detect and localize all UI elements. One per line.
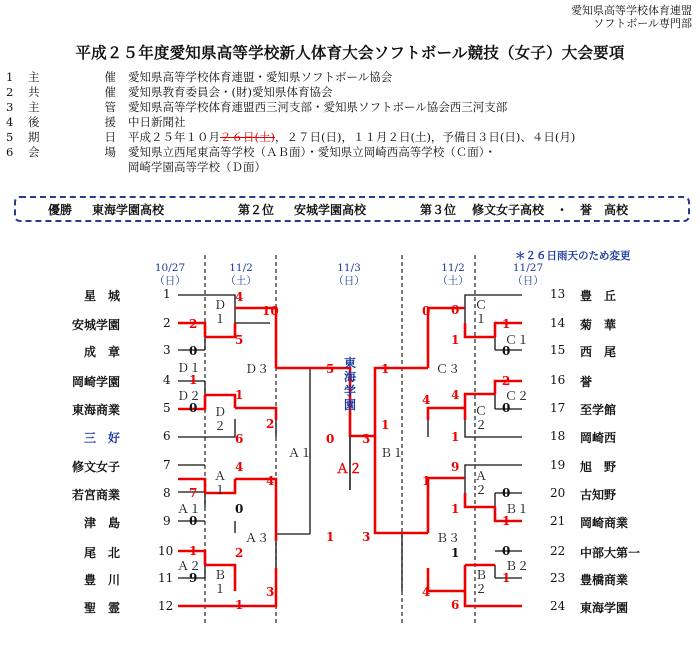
score: 1 bbox=[235, 598, 244, 612]
team-name: 東海学園 bbox=[580, 601, 629, 615]
score: 4 bbox=[422, 393, 431, 407]
match-label: Ｃ １ bbox=[474, 298, 487, 326]
info-row: 5 期 日 平成２５年１０月２６日(土)，２７日(日)，１１月２日(土)，予備日３日(日)、４日(月) bbox=[6, 130, 576, 144]
match-label: Ｃ２ bbox=[505, 389, 530, 403]
score: 1 bbox=[326, 530, 335, 544]
score: 0 bbox=[189, 514, 198, 528]
score: 2 bbox=[235, 546, 244, 560]
team-name: 豊 川 bbox=[83, 573, 120, 587]
match-label: Ａ３ bbox=[245, 531, 270, 545]
seed-number: 1 bbox=[163, 287, 171, 301]
match-label: Ｂ３ bbox=[436, 531, 461, 545]
match-label: Ｄ２ bbox=[177, 389, 202, 403]
team-name: 星 城 bbox=[83, 289, 120, 303]
seed-number: 8 bbox=[163, 486, 171, 500]
score: 1 bbox=[189, 373, 198, 387]
match-label: Ａ１ bbox=[177, 502, 202, 516]
seed-number: 20 bbox=[550, 486, 566, 500]
third-name: 修文女子高校 ・ 誉 高校 bbox=[472, 202, 629, 217]
team-name: 津 島 bbox=[83, 516, 120, 530]
score: 9 bbox=[451, 460, 460, 474]
match-label: Ａ２ bbox=[177, 559, 202, 573]
date-header: 11/2 （土） bbox=[225, 262, 257, 287]
seed-number: 7 bbox=[163, 458, 171, 472]
match-label: Ｃ ２ bbox=[474, 404, 487, 432]
team-name: 尾 北 bbox=[83, 546, 120, 560]
organizer-line1: 愛知県高等学校体育連盟 bbox=[571, 4, 692, 17]
score: 6 bbox=[235, 432, 244, 446]
date-header: 11/3 （日） bbox=[333, 262, 365, 287]
match-label: Ｂ１ bbox=[380, 446, 405, 460]
score: 6 bbox=[451, 598, 460, 612]
match-label: Ｂ ２ bbox=[474, 568, 487, 596]
score: 4 bbox=[235, 460, 244, 474]
score: 4 bbox=[235, 290, 244, 304]
match-label: Ｂ１ bbox=[505, 502, 530, 516]
team-name: 菊 華 bbox=[580, 318, 617, 332]
team-name: 岡崎商業 bbox=[580, 516, 629, 530]
score: 10 bbox=[262, 304, 279, 318]
match-label: Ａ ２ bbox=[474, 469, 487, 497]
match-label: Ｃ３ bbox=[436, 362, 461, 376]
score: 1 bbox=[422, 474, 431, 488]
seed-number: 14 bbox=[550, 316, 566, 330]
seed-number: 19 bbox=[550, 458, 566, 472]
score: 5 bbox=[326, 362, 335, 376]
seed-number: 10 bbox=[158, 544, 174, 558]
score: 0 bbox=[502, 344, 511, 358]
score: 2 bbox=[189, 317, 198, 331]
score: 1 bbox=[451, 333, 460, 347]
seed-number: 2 bbox=[163, 316, 171, 330]
score: 3 bbox=[362, 432, 371, 446]
results-banner: 優勝 東海学園高校 第２位 安城学園高校 第３位 修文女子高校 ・ 誉 高校 bbox=[14, 196, 690, 222]
date-header: 11/27 （日） bbox=[512, 262, 544, 287]
match-label: Ｄ １ bbox=[213, 298, 226, 326]
team-name: 至学館 bbox=[580, 403, 617, 417]
score: 0 bbox=[502, 544, 511, 558]
match-label: Ｄ３ bbox=[245, 362, 270, 376]
score: 1 bbox=[502, 514, 511, 528]
seed-number: 22 bbox=[550, 544, 566, 558]
info-row: 岡崎学園高等学校（Ｄ面） bbox=[128, 160, 266, 174]
seed-number: 18 bbox=[550, 429, 566, 443]
seed-number: 3 bbox=[163, 343, 171, 357]
champion-vertical: 東海学園 bbox=[344, 356, 357, 412]
match-label: Ｄ１ bbox=[177, 361, 202, 375]
score: 1 bbox=[381, 418, 390, 432]
score: 0 bbox=[502, 401, 511, 415]
score: 7 bbox=[189, 486, 198, 500]
score: 0 bbox=[422, 304, 431, 318]
team-name: 西 尾 bbox=[580, 345, 617, 359]
score: 1 bbox=[451, 430, 460, 444]
seed-number: 6 bbox=[163, 429, 171, 443]
seed-number: 17 bbox=[550, 401, 566, 415]
info-row: 4 後 援 中日新聞社 bbox=[6, 115, 186, 129]
team-name: 古知野 bbox=[580, 488, 617, 502]
team-name: 修文女子 bbox=[71, 460, 120, 474]
seed-number: 13 bbox=[550, 287, 566, 301]
score: 3 bbox=[362, 530, 371, 544]
team-name: 東海商業 bbox=[71, 403, 120, 417]
info-row: 6 会 場 愛知県立西尾東高等学校（ＡＢ面）・愛知県立岡崎西高等学校（Ｃ面）・ bbox=[6, 145, 496, 159]
match-label: Ｂ２ bbox=[505, 559, 530, 573]
team-name: 旭 野 bbox=[580, 460, 617, 474]
match-label: Ａ １ bbox=[213, 469, 226, 497]
score: 1 bbox=[189, 544, 198, 558]
team-name: 豊 丘 bbox=[580, 289, 617, 303]
score: 0 bbox=[326, 432, 335, 446]
seed-number: 12 bbox=[158, 599, 174, 613]
champion-name: 東海学園高校 bbox=[92, 202, 165, 217]
team-name: 誉 bbox=[580, 375, 593, 389]
rain-note: ＊２６日雨天のため変更 bbox=[515, 250, 631, 262]
seed-number: 23 bbox=[550, 571, 566, 585]
team-name: 岡崎西 bbox=[580, 431, 617, 445]
cancelled-date: ２６日(土) bbox=[220, 130, 275, 144]
final-winner-label: Ａ２ bbox=[336, 462, 363, 477]
score: 4 bbox=[266, 474, 275, 488]
team-name: 三 好 bbox=[83, 431, 120, 445]
page-title: 平成２５年度愛知県高等学校新人体育大会ソフトボール競技（女子）大会要項 bbox=[75, 43, 625, 62]
team-name: 中部大第一 bbox=[580, 546, 641, 560]
seed-number: 9 bbox=[163, 514, 171, 528]
info-row: 2 共 催 愛知県教育委員会・(財)愛知県体育協会 bbox=[6, 85, 333, 99]
team-name: 聖 霊 bbox=[83, 601, 120, 615]
score: 1 bbox=[381, 362, 390, 376]
score: 4 bbox=[422, 585, 431, 599]
score: 2 bbox=[502, 374, 511, 388]
score: 0 bbox=[189, 401, 198, 415]
seed-number: 16 bbox=[550, 373, 566, 387]
team-name: 成 章 bbox=[83, 345, 120, 359]
score: 0 bbox=[451, 303, 460, 317]
date-header: 11/2 （土） bbox=[437, 262, 469, 287]
seed-number: 5 bbox=[163, 401, 171, 415]
score: 3 bbox=[266, 585, 275, 599]
second-name: 安城学園高校 bbox=[294, 202, 367, 217]
team-name: 安城学園 bbox=[71, 318, 120, 332]
team-name: 若宮商業 bbox=[71, 488, 120, 502]
organizer-line2: ソフトボール専門部 bbox=[593, 17, 692, 30]
score: 0 bbox=[235, 502, 244, 516]
seed-number: 24 bbox=[550, 599, 566, 613]
match-label: Ａ１ bbox=[288, 446, 313, 460]
seed-number: 11 bbox=[158, 571, 174, 585]
score: 1 bbox=[451, 546, 460, 560]
score: 1 bbox=[235, 388, 244, 402]
match-label: Ｂ １ bbox=[213, 568, 226, 596]
score: 2 bbox=[266, 417, 275, 431]
score: 5 bbox=[235, 333, 244, 347]
info-row: 1 主 催 愛知県高等学校体育連盟・愛知県ソフトボール協会 bbox=[6, 70, 393, 84]
match-label: Ｄ ２ bbox=[213, 405, 226, 433]
team-name: 豊橋商業 bbox=[580, 573, 629, 587]
info-row: 3 主 管 愛知県高等学校体育連盟西三河支部・愛知県ソフトボール協会西三河支部 bbox=[6, 100, 508, 114]
match-label: Ｃ１ bbox=[505, 333, 530, 347]
score: 1 bbox=[502, 317, 511, 331]
seed-number: 4 bbox=[163, 373, 171, 387]
score: 4 bbox=[451, 388, 460, 402]
seed-number: 21 bbox=[550, 514, 566, 528]
seed-number: 15 bbox=[550, 343, 566, 357]
score: 9 bbox=[189, 571, 198, 585]
score: 1 bbox=[502, 571, 511, 585]
date-header: 10/27 （日） bbox=[154, 262, 186, 287]
team-name: 岡崎学園 bbox=[71, 375, 120, 389]
score: 0 bbox=[502, 486, 511, 500]
score: 0 bbox=[189, 344, 198, 358]
score: 1 bbox=[451, 502, 460, 516]
